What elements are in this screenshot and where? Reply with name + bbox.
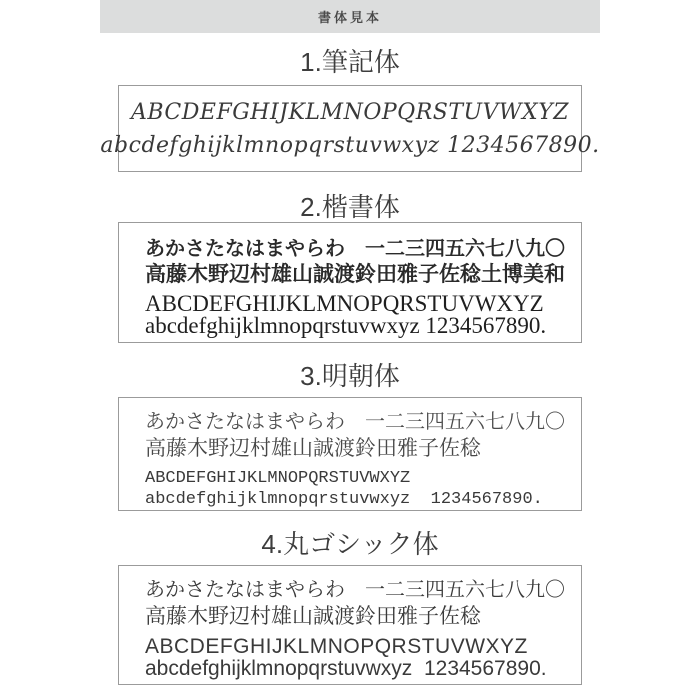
sample-line-kana-numerals: あかさたなはまやらわ 一二三四五六七八九〇 <box>145 236 565 260</box>
sample-line-lowercase-digits: abcdefghijklmnopqrstuvwxyz 1234567890. <box>145 490 543 509</box>
sample-box-marugothic <box>118 565 582 685</box>
section-title-marugothic: 4.丸ゴシック体 <box>261 529 439 559</box>
page-title: 書体見本 <box>317 10 382 25</box>
sample-box-kaishotai <box>118 222 582 343</box>
sample-line-uppercase: ABCDEFGHIJKLMNOPQRSTUVWXYZ <box>145 291 544 316</box>
sample-line-kana-numerals: あかさたなはまやらわ 一二三四五六七八九〇 <box>145 579 565 601</box>
sample-line-uppercase: ABCDEFGHIJKLMNOPQRSTUVWXYZ <box>145 469 411 488</box>
sample-line-kanji: 高藤木野辺村雄山誠渡鈴田雅子佐稔 <box>145 436 481 460</box>
sample-line-kanji: 高藤木野辺村雄山誠渡鈴田雅子佐稔土博美和 <box>145 261 565 286</box>
sample-box-minchotai <box>118 397 582 511</box>
section-title-hikkitai: 1.筆記体 <box>300 47 400 77</box>
sample-box-hikkitai <box>100 85 600 172</box>
sample-line-kana-numerals: あかさたなはまやらわ 一二三四五六七八九〇 <box>145 411 565 433</box>
header-bar <box>100 0 600 33</box>
sample-line-lowercase-digits: abcdefghijklmnopqrstuvwxyz 1234567890. <box>145 657 547 680</box>
section-title-kaishotai: 2.楷書体 <box>300 192 400 222</box>
sample-line-lowercase-digits: abcdefghijklmnopqrstuvwxyz 1234567890. <box>100 132 600 158</box>
sample-line-uppercase: ABCDEFGHIJKLMNOPQRSTUVWXYZ <box>130 99 570 125</box>
section-title-minchotai: 3.明朝体 <box>300 361 400 391</box>
sample-line-kanji: 高藤木野辺村雄山誠渡鈴田雅子佐稔 <box>145 605 481 628</box>
sample-line-uppercase: ABCDEFGHIJKLMNOPQRSTUVWXYZ <box>145 635 528 658</box>
sample-line-lowercase-digits: abcdefghijklmnopqrstuvwxyz 1234567890. <box>145 313 547 338</box>
